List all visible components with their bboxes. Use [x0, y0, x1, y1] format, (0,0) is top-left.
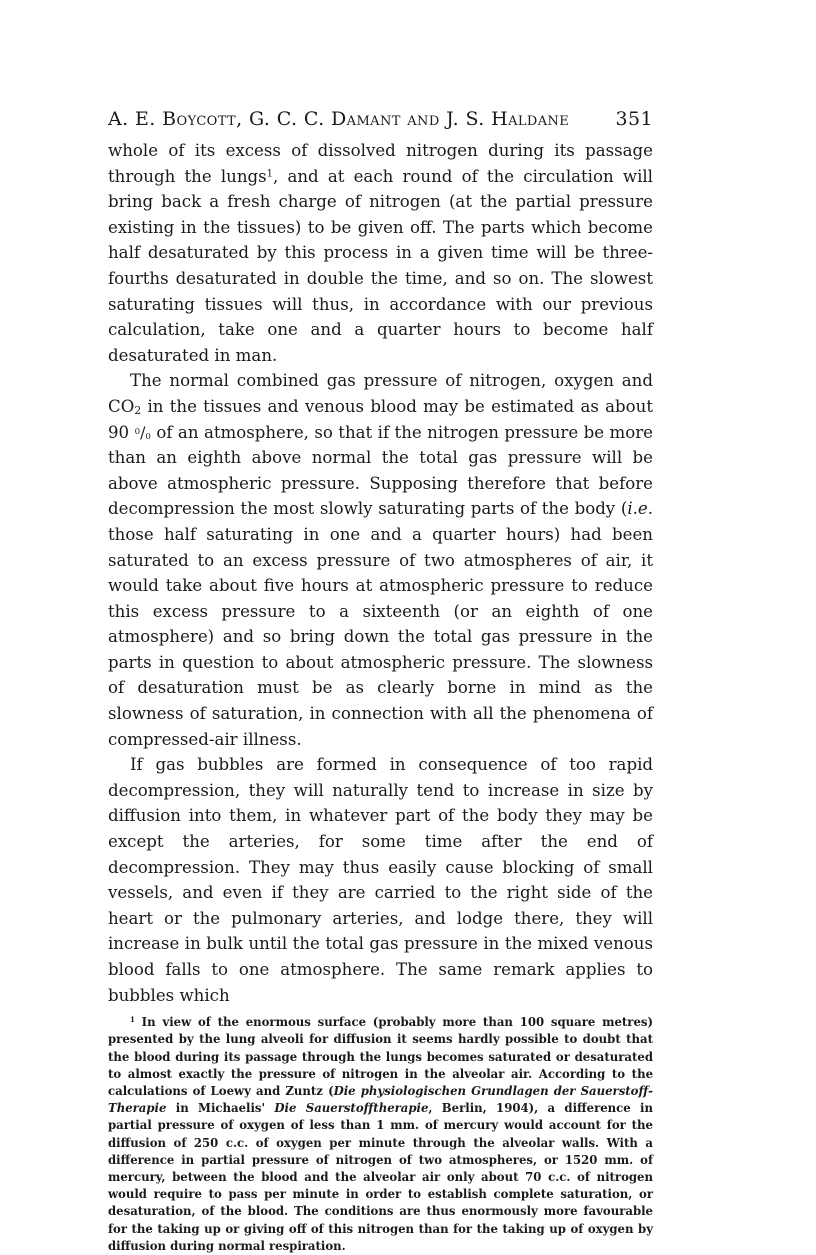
paragraph-2-text-cont3: those half saturating in one and a quarter hours) had been saturated to an excess pressure of two atmospheres of air, it would take about five hours at atmospheric pressure to reduce this excess pressure to a sixteenth (or an eighth of one atmosphere) and so bring down the total gas pressure in the parts in question to about atmospheric pressure. The slowness of desaturation must be as clearly borne in mind as the slowness of saturation, in connection with all the phenomena of compressed-air illness. [108, 524, 653, 749]
ie-abbrev: i.e. [627, 499, 653, 519]
paragraph-1-text-cont: , and at each round of the circulation will bring back a fresh charge of nitrogen (at the partial pressure existing in the tissues) to be given off. The parts which become half desaturated by this process in a given time will be three-fourths desaturated in double the time, and so on. The slowest saturating tissues will thus, in accordance with our previous calculation, take one and a quarter hours to become half desaturated in man. [108, 166, 653, 365]
percent-sign: $^0/_0$ [134, 422, 151, 442]
paragraph-1-text: whole of its excess of dissolved nitrogen during its passage through the lungs [108, 141, 653, 186]
footnote-text-cont: in Michaelis' [166, 1101, 275, 1116]
footnote-1 [108, 1014, 653, 1255]
page-number: 351 [615, 108, 653, 130]
paragraph-2-text: The normal combined gas pressure of nitrogen, oxygen and CO [108, 371, 653, 416]
body-text [108, 138, 653, 1008]
footnotes [108, 1014, 653, 1255]
paragraph-2 [108, 368, 653, 752]
footnote-cited-title-1: Die physiologischen Grundlagen der Sauerstoff-Therapie [108, 1084, 653, 1116]
co2-subscript: 2 [134, 404, 142, 418]
footnote-text-cont2: , Berlin, 1904), a difference in partial pressure of oxygen of less than 1 mm. of mercury would account for the diffusion of 250 c.c. of oxygen per minute through the alveolar walls. With a difference in partial pressure of nitrogen of two atmospheres, or 1520 mm. of mercury, between the blood and the alveolar air only about 70 c.c. of nitrogen would require to pass per minute in order to establish complete saturation, or desaturation, of the blood. The conditions are thus enormously more favourable for the taking up or giving off of this nitrogen than for the taking up of oxygen by diffusion during normal respiration. [108, 1101, 653, 1253]
footnote-reference: 1 [266, 168, 273, 180]
paragraph-3: If gas bubbles are formed in consequence of too rapid decompression, they will naturally tend to increase in size by diffusion into them, in whatever part of the body they may be except the arteries, for some time after the end of decompression. They may thus easily cause blocking of small vessels, and even if they are carried to the right side of the heart or the pulmonary arteries, and lodge there, they will increase in bulk until the total gas pressure in the mixed venous blood falls to one atmosphere. The same remark applies to bubbles which [108, 755, 653, 1005]
paragraph-1 [108, 138, 653, 368]
footnote-mark: 1 [130, 1015, 135, 1025]
page [108, 108, 653, 1255]
footnote-cited-title-2: Die Sauerstofftherapie [274, 1101, 429, 1116]
footnote-text: In view of the enormous surface (probably more than 100 square metres) presented by the lung alveoli for diffusion it seems hardly possible to doubt that the blood during its passage through the lungs becomes saturated or desaturated to almost exactly the pressure of nitrogen in the alveolar air. According to the calculations of Loewy and Zuntz ( [108, 1015, 653, 1098]
paragraph-2-text-cont2: of an atmosphere, so that if the nitrogen pressure be more than an eighth above normal the total gas pressure will be above atmospheric pressure. Supposing therefore that before decompression the most slowly saturating parts of the body ( [108, 422, 653, 519]
paragraph-2-text-cont: in the tissues and venous blood may be estimated as about 90 [108, 396, 653, 442]
running-head-authors: A. E. Boycott, G. C. C. Damant and J. S. Haldane [108, 108, 570, 130]
running-head [108, 108, 653, 130]
